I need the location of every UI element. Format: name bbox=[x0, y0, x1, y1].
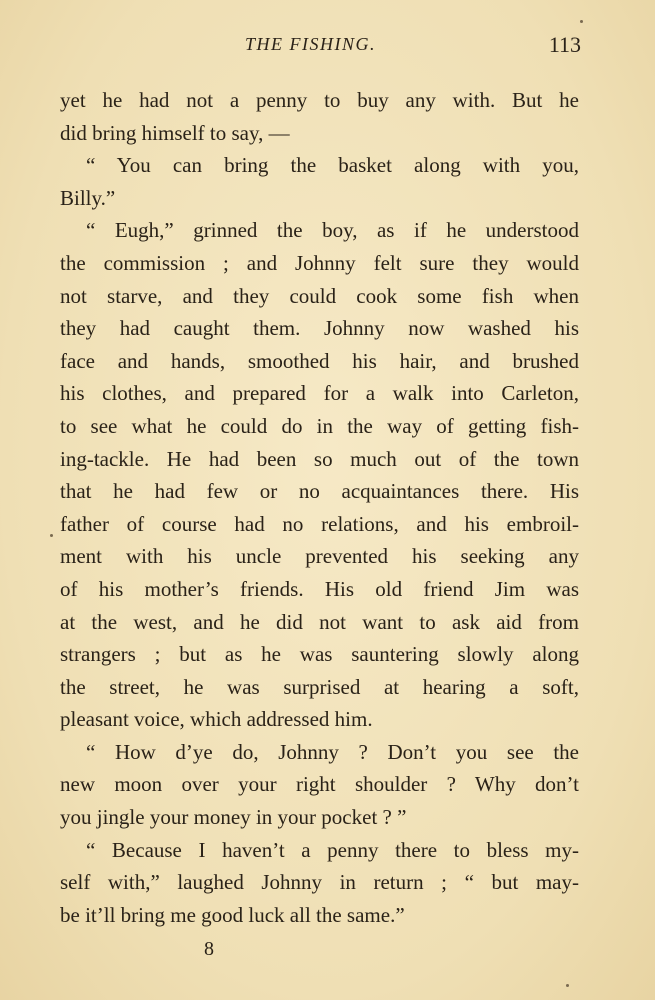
text-line: ing-tackle. He had been so much out of the town bbox=[60, 446, 579, 471]
text-line: his clothes, and prepared for a walk into Carleton, bbox=[60, 381, 579, 406]
text-line: you jingle your money in your pocket ? ” bbox=[60, 805, 407, 830]
text-line: “ You can bring the basket along with you, bbox=[86, 153, 579, 178]
text-line: Billy.” bbox=[60, 185, 116, 210]
text-line: “ How d’ye do, Johnny ? Don’t you see the bbox=[86, 739, 579, 764]
text-line: “ Because I haven’t a penny there to bless my- bbox=[86, 837, 579, 862]
text-line: did bring himself to say, — bbox=[60, 120, 290, 145]
paper-speck bbox=[566, 984, 569, 987]
page-number: 113 bbox=[548, 32, 581, 57]
text-line: self with,” laughed Johnny in return ; “ but may- bbox=[60, 870, 579, 895]
text-line: be it’ll bring me good luck all the same.” bbox=[60, 902, 405, 927]
text-line: father of course had no relations, and his embroil- bbox=[60, 511, 579, 536]
text-line: to see what he could do in the way of getting fish- bbox=[60, 413, 579, 438]
body-text bbox=[60, 84, 579, 931]
text-line: at the west, and he did not want to ask aid from bbox=[60, 609, 579, 634]
paper-speck bbox=[580, 20, 583, 23]
running-title: THE FISHING. bbox=[245, 34, 376, 54]
text-line: the street, he was surprised at hearing a soft, bbox=[60, 674, 579, 699]
text-line: pleasant voice, which addressed him. bbox=[60, 707, 373, 732]
text-line: they had caught them. Johnny now washed his bbox=[60, 316, 579, 341]
text-line: the commission ; and Johnny felt sure they would bbox=[60, 250, 579, 275]
text-line: of his mother’s friends. His old friend Jim was bbox=[60, 576, 579, 601]
text-line: “ Eugh,” grinned the boy, as if he understood bbox=[86, 218, 579, 243]
text-line: new moon over your right shoulder ? Why don’t bbox=[60, 772, 579, 797]
text-line: that he had few or no acquaintances there. His bbox=[60, 479, 579, 504]
paper-speck bbox=[50, 534, 53, 537]
text-line: strangers ; but as he was sauntering slowly along bbox=[60, 642, 579, 667]
text-line: ment with his uncle prevented his seeking any bbox=[60, 544, 579, 569]
text-line: not starve, and they could cook some fish when bbox=[60, 283, 579, 308]
signature-mark: 8 bbox=[204, 938, 214, 960]
text-line: yet he had not a penny to buy any with. But he bbox=[60, 88, 579, 112]
text-line: face and hands, smoothed his hair, and brushed bbox=[60, 348, 579, 373]
running-header bbox=[60, 34, 585, 64]
